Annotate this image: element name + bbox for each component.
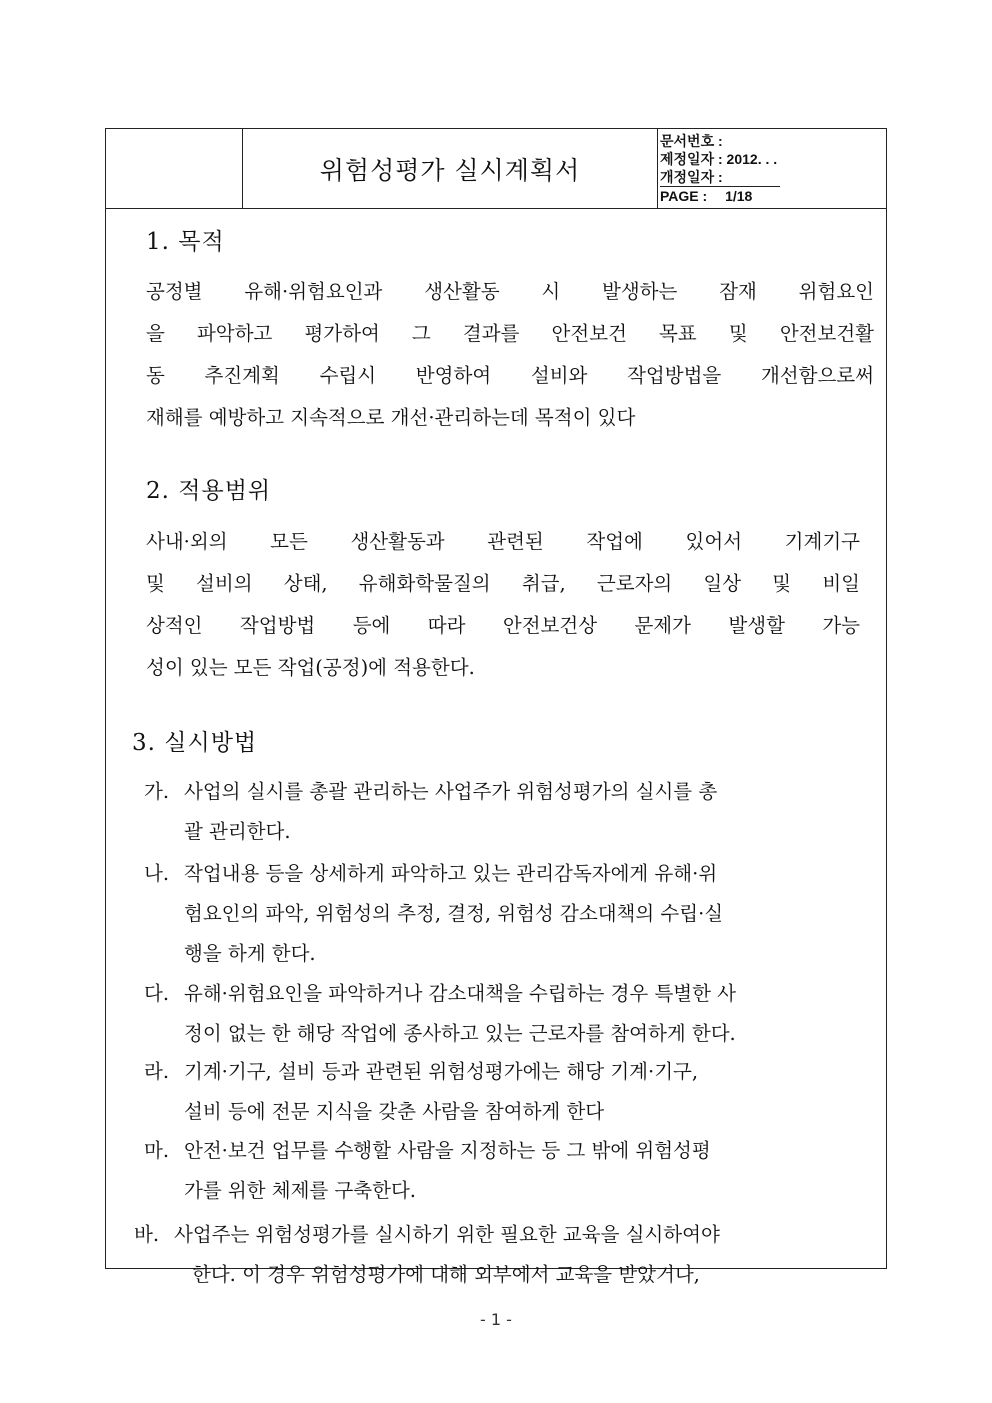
list-item-text: 험요인의 파악, 위험성의 추정, 결정, 위험성 감소대책의 수립·실 [184,902,724,925]
list-item-text: 한다. 이 경우 위험성평가에 대해 외부에서 교육을 받았거나, [192,1263,700,1286]
list-item-text: 괄 관리한다. [184,820,291,843]
document-meta [658,129,886,208]
page-row [660,186,780,205]
page-number: - 1 - [480,1310,512,1329]
paragraph-line: 및 설비의 상태, 유해화학물질의 취급, 근로자의 일상 및 비일 [146,572,860,595]
list-item-ra [144,1052,698,1132]
list-item-text: 가를 위한 체제를 구축한다. [184,1179,417,1202]
section-1-paragraph [146,271,874,439]
paragraph-line: 사내·외의 모든 생산활동과 관련된 작업에 있어서 기계기구 [146,530,860,553]
list-item-text: 유해·위험요인을 파악하거나 감소대책을 수립하는 경우 특별한 사 [184,982,736,1005]
list-marker: 바. [134,1223,160,1246]
enact-date-label: 제정일자 : [660,151,723,167]
list-item-ba [134,1215,720,1295]
list-item-text: 사업주는 위험성평가를 실시하기 위한 필요한 교육을 실시하여야 [174,1223,720,1246]
section-3-heading: 3. 실시방법 [132,730,258,756]
list-item-text: 정이 없는 한 해당 작업에 종사하고 있는 근로자를 참여하게 한다. [184,1022,736,1045]
section-2-heading: 2. 적용범위 [146,478,272,504]
list-marker: 라. [144,1060,170,1083]
section-2-paragraph [146,521,860,689]
paragraph-line: 재해를 예방하고 지속적으로 개선·관리하는데 목적이 있다 [146,406,636,429]
paragraph-line: 성이 있는 모든 작업(공정)에 적용한다. [146,656,475,679]
list-item-text: 기계·기구, 설비 등과 관련된 위험성평가에는 해당 기계·기구, [184,1060,699,1083]
list-item-text: 행을 하게 한다. [184,942,316,965]
document-header [106,129,886,209]
page-label: PAGE : [660,188,708,204]
logo-cell [106,129,243,208]
list-item-text: 사업의 실시를 총괄 관리하는 사업주가 위험성평가의 실시를 총 [184,780,718,803]
revise-date-row [660,168,886,186]
list-item-da [144,974,736,1054]
list-marker: 나. [144,862,170,885]
revise-date-label: 개정일자 : [660,169,723,185]
list-marker: 다. [144,982,170,1005]
paragraph-line: 공정별 유해·위험요인과 생산활동 시 발생하는 잠재 위험요인 [146,280,874,303]
paragraph-line: 상적인 작업방법 등에 따라 안전보건상 문제가 발생할 가능 [146,614,860,637]
list-item-ga [144,772,717,852]
paragraph-line: 을 파악하고 평가하여 그 결과를 안전보건 목표 및 안전보건활 [146,322,874,345]
list-item-text: 설비 등에 전문 지식을 갖춘 사람을 참여하게 한다 [184,1100,605,1123]
list-item-text: 안전·보건 업무를 수행할 사람을 지정하는 등 그 밖에 위험성평 [184,1139,711,1162]
enact-date-row [660,150,886,168]
list-marker: 마. [144,1139,170,1162]
enact-date-value: 2012. . . [726,151,778,167]
list-item-ma [144,1131,711,1211]
document-title: 위험성평가 실시계획서 [243,129,658,208]
document-frame [105,128,887,1286]
doc-number-label: 문서번호 : [660,133,723,149]
doc-number-row [660,132,886,150]
list-marker: 가. [144,780,170,803]
page-value: 1/18 [725,188,753,204]
list-item-text: 작업내용 등을 상세하게 파악하고 있는 관리감독자에게 유해·위 [184,862,718,885]
section-1-heading: 1. 목적 [146,229,225,255]
paragraph-line: 동 추진계획 수립시 반영하여 설비와 작업방법을 개선함으로써 [146,364,874,387]
list-item-na [144,854,723,974]
